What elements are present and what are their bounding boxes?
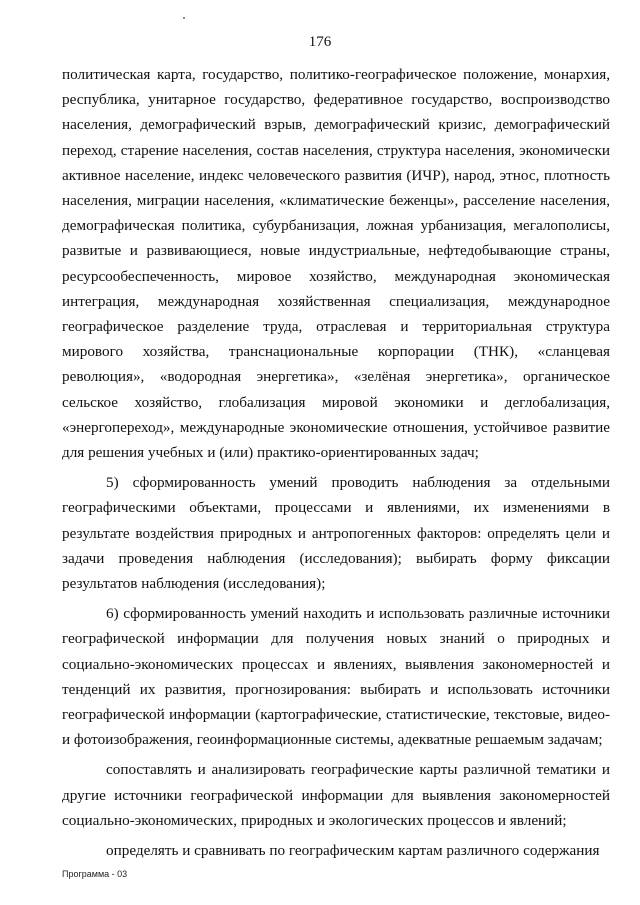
page-number: 176 <box>308 34 332 50</box>
scan-speck <box>183 17 185 19</box>
body-text <box>62 62 610 863</box>
paragraph-terms-continued: политическая карта, государство, политико-географическое положение, монархия, республика, унитарное государство, федеративное государство, воспроизводство населения, демографический взрыв, демографический кризис, демографический переход, старение населения, состав населения, структура населения, экономически активное население, индекс человеческого развития (ИЧР), народ, этнос, плотность населения, миграции населения, «климатические беженцы», расселение населения, демографическая политика, субурбанизация, ложная урбанизация, мегалополисы, развитые и развивающиеся, новые индустриальные, нефтедобывающие страны, ресурсообеспеченность, мировое хозяйство, международная экономическая интеграция, международная хозяйственная специализация, международное географическое разделение труда, отраслевая и территориальная структура мирового хозяйства, транснациональные корпорации (ТНК), «сланцевая революция», «водородная энергетика», «зелёная энергетика», органическое сельское хозяйство, глобализация мировой экономики и деглобализация, «энергопереход», международные экономические отношения, устойчивое развитие для решения учебных и (или) практико-ориентированных задач; <box>62 66 610 462</box>
footer-label: Программа - 03 <box>62 869 128 879</box>
paragraph-item-6: 6) сформированность умений находить и использовать различные источники географической информации для получения новых знаний о природных и социально-экономических процессах и явлениях, выявления закономерностей и тенденций их развития, прогнозирования: выбирать и использовать источники географической информации (картографические, статистические, текстовые, видео- и фотоизображения, геоинформационные системы, адекватные решаемым задачам; <box>62 605 610 749</box>
paragraph-item-5: 5) сформированность умений проводить наблюдения за отдельными географическими объектами, процессами и явлениями, их изменениями в результате воздействия природных и антропогенных факторов: определять цели и задачи проведения наблюдения (исследования); выбирать форму фиксации результатов наблюдения (исследования); <box>62 474 610 593</box>
paragraph-define-compare: определять и сравнивать по географическим картам различного содержания <box>106 842 600 860</box>
paragraph-compare-maps: сопоставлять и анализировать географические карты различной тематики и другие источники географической информации для выявления закономерностей социально-экономических, природных и экологических процессов и явлений; <box>62 761 610 829</box>
